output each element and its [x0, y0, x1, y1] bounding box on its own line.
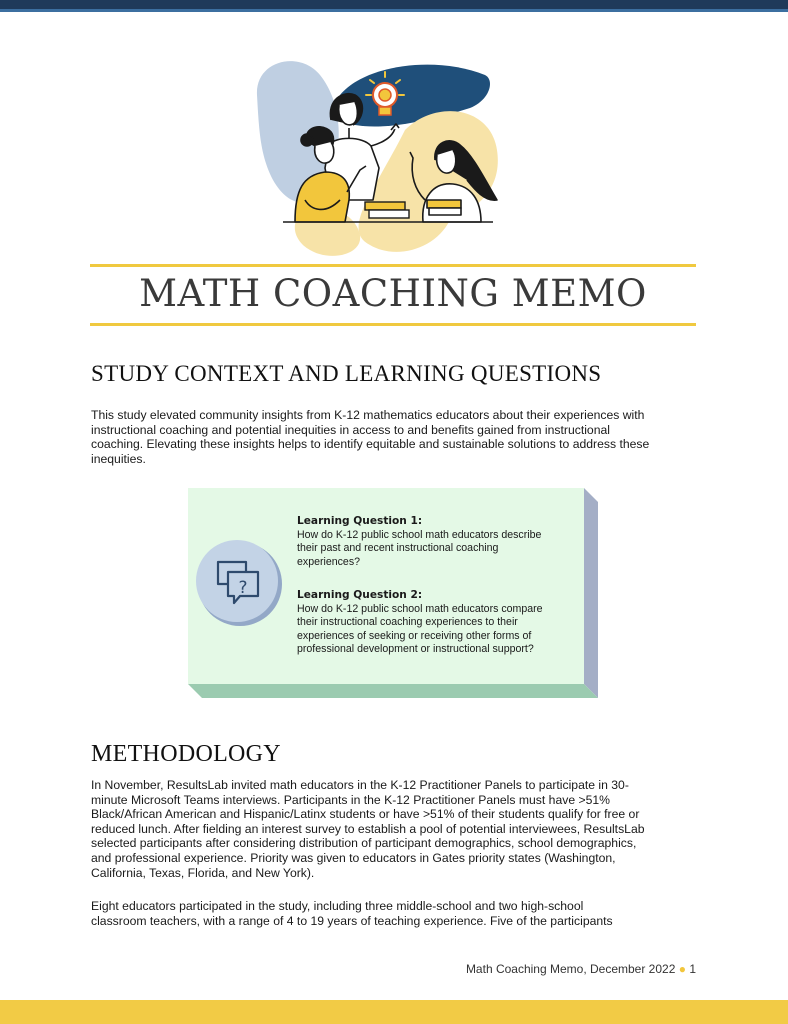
section-heading-study-context: STUDY CONTEXT AND LEARNING QUESTIONS [91, 361, 602, 386]
learning-question-2-title: Learning Question 2: [297, 589, 423, 601]
paragraph-line: California, Texas, Florida, and New York). [91, 865, 315, 880]
section-heading-methodology: METHODOLOGY [91, 741, 281, 767]
learning-question-line: their instructional coaching experiences to their [297, 616, 518, 628]
learning-question-line: How do K-12 public school math educators describe [297, 528, 542, 541]
learning-question-2 [297, 589, 557, 657]
learning-question-line: their past and recent instructional coaching [297, 542, 499, 554]
methodology-paragraph-1 [91, 778, 701, 880]
paragraph-line: Black/African American and Hispanic/Latinx students or have >51% of their students qualify for free or [91, 807, 640, 822]
paragraph-line: Eight educators participated in the study, including three middle-school and two high-school [91, 899, 584, 913]
learning-question-line: professional development or instructional support? [297, 643, 534, 655]
svg-text:?: ? [238, 578, 248, 598]
top-band-accent [0, 9, 788, 12]
learning-question-line: experiences? [297, 555, 361, 568]
paragraph-line: coaching. Elevating these insights helps to identify equitable and sustainable solutions to address these [91, 437, 650, 452]
paragraph-line: In November, ResultsLab invited math educators in the K-12 Practitioner Panels to participate in 30- [91, 778, 629, 792]
paragraph-line: This study elevated community insights from K-12 mathematics educators about their experiences with [91, 408, 645, 422]
paragraph-line: selected participants after considering distribution of participant demographics, school demographics, [91, 836, 637, 851]
learning-question-line: How do K-12 public school math educators compare [297, 602, 543, 615]
footer-text: Math Coaching Memo, December 2022 [465, 962, 676, 976]
page-number: 1 [689, 962, 696, 976]
bottom-band [0, 1000, 788, 1024]
paragraph-line: and professional experience. Priority was given to educators in Gates priority states (Washington, [91, 850, 616, 865]
methodology-paragraph-2 [91, 899, 701, 928]
three-educators-lightbulb-illustration [245, 50, 545, 265]
page-footer [466, 962, 696, 976]
question-speech-bubbles-icon [196, 540, 286, 630]
paragraph-line: reduced lunch. After fielding an interest survey to establish a pool of potential interviewees, ResultsLab [91, 821, 645, 836]
learning-question-1 [297, 515, 557, 569]
learning-question-line: experiences of seeking or receiving other forms of [297, 629, 532, 642]
title-rule-bottom [90, 323, 696, 326]
paragraph-line: classroom teachers, with a range of 4 to 19 years of teaching experience. Five of the participants [91, 913, 613, 928]
paragraph-line: minute Microsoft Teams interviews. Participants in the K-12 Practitioner Panels must have >51% [91, 792, 610, 807]
page-title: MATH COACHING MEMO [139, 272, 647, 315]
title-rule-top [90, 264, 696, 267]
footer-separator-dot: ● [678, 962, 686, 976]
paragraph-line: instructional coaching and potential inequities in access to and benefits gained from instructional [91, 422, 610, 437]
study-context-paragraph [91, 408, 701, 466]
paragraph-line: inequities. [91, 451, 146, 466]
learning-question-1-title: Learning Question 1: [297, 515, 423, 527]
